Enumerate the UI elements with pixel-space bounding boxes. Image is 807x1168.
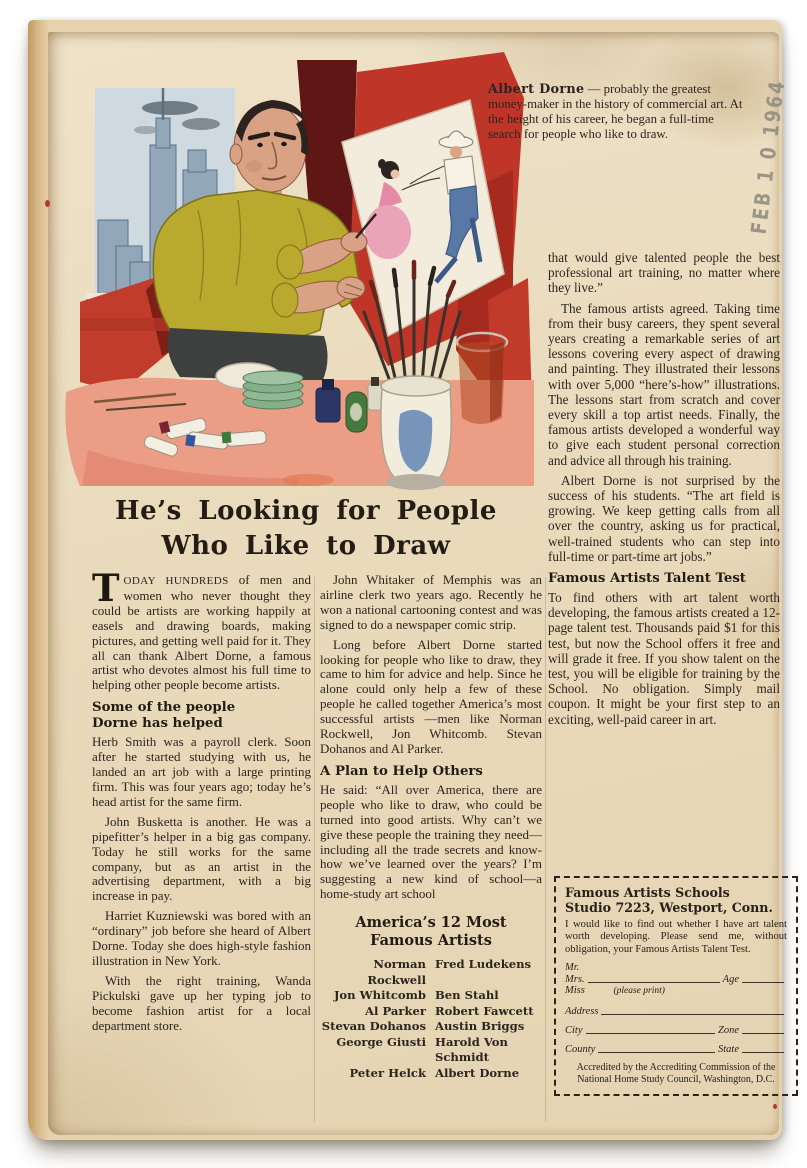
artist-row <box>320 1066 542 1082</box>
artist-row <box>320 988 542 1004</box>
field-label-mrs: Mrs. <box>565 973 585 985</box>
county-state-row <box>565 1044 787 1055</box>
heading-line: Some of the people <box>92 700 236 716</box>
artist-name: Stevan Dohanos <box>321 1019 426 1034</box>
address-row <box>565 1006 787 1017</box>
red-ink-speck <box>773 1104 777 1109</box>
paragraph: Herb Smith was a payroll clerk. Soon after he started studying with us, he landed an art job with a large printing firm. This was four years ago; today he’s head artist for the same firm. <box>92 734 311 809</box>
body-column-1 <box>92 566 312 1033</box>
illustration-drawing <box>58 50 536 490</box>
coupon-name-fields <box>565 962 787 998</box>
paragraph: Albert Dorne is not surprised by the success of his students. “The art field is growing. We keep getting calls from all over the country, asking us for practical, well-trained students who can step into full-time or part-time art jobs.” <box>548 472 780 564</box>
drop-cap: T <box>92 566 120 610</box>
zone-write-line <box>742 1032 784 1034</box>
artist-row <box>320 1035 542 1066</box>
name-write-line <box>588 981 720 983</box>
heading-line: Famous Artists <box>370 932 492 950</box>
famous-artists-heading <box>320 914 542 950</box>
date-received-stamp: FEB 1 0 1964 <box>746 77 790 236</box>
paragraph: Long before Albert Dorne started looking for people who like to draw, they came to him for advice and help. Since he alone could only help a few of these people he called together America’s most successful artists —men like Norman Rockwell, Jon Whitcomb. Stevan Dohanos and Al Parker. <box>320 636 542 756</box>
artist-name: Robert Fawcett <box>435 1003 534 1018</box>
artist-row <box>320 957 542 988</box>
paragraph: With the right training, Wanda Pickulski gave up her typing job to become fashion artist for a local department store. <box>92 972 311 1033</box>
artist-row <box>320 1019 542 1035</box>
paragraph-text: of men and women who never thought they could be artists are working happily at easels and drawing boards, making pictures, and getting well paid for it. They all can thank Albert Dorne, a famous artist who devotes almost his full time to helping other people become artists. <box>92 572 312 693</box>
caption-lead: Albert Dorne <box>488 82 585 97</box>
red-ink-speck <box>45 200 50 207</box>
city-write-line <box>586 1032 716 1034</box>
heading-line: America’s 12 Most <box>355 914 507 932</box>
field-label-state: State <box>718 1043 739 1055</box>
artist-name: Al Parker <box>365 1003 426 1018</box>
artist-name: Norman Rockwell <box>367 957 426 987</box>
lead-smallcaps: ODAY HUNDREDS <box>123 575 229 587</box>
famous-artists-block <box>320 914 542 1081</box>
age-write-line <box>742 981 784 983</box>
county-write-line <box>598 1051 715 1053</box>
section-heading <box>92 700 311 732</box>
city-zone-row <box>565 1025 787 1036</box>
paragraph: that would give talented people the best professional art training, no matter where they live.” <box>548 250 780 296</box>
coupon-school-address: Studio 7223, Westport, Conn. <box>565 899 773 915</box>
body-column-3 <box>548 250 780 727</box>
famous-artists-list <box>320 957 542 1081</box>
field-label-county: County <box>565 1043 596 1055</box>
accreditation-note: Accredited by the Accrediting Commission of the National Home Study Council, Washington, D.C. <box>576 1061 776 1085</box>
field-label-zone: Zone <box>718 1024 739 1036</box>
paragraph: He said: “All over America, there are people who like to draw, who could be turned into good artists. Why can’t we give these people the training they need—including all the trade secrets and know-how we’ve learned over the years? I’m suggesting a new kind of school—a home-study art school <box>320 781 542 902</box>
miss-row <box>565 985 787 998</box>
photo-caption <box>488 82 744 142</box>
state-write-line <box>742 1051 784 1053</box>
ad-headline <box>88 494 524 564</box>
paragraph: The famous artists agreed. Taking time from their busy careers, they spent several years creating a remarkable series of art lessons covering every aspect of drawing and painting. They illustrated their lessons with over 5,000 “here’s-how” illustrations. The lessons start from scratch and cover every skill a top artist needs. Finally, the famous artists developed a wonderful way to give each student personal correction and advice all through his training. <box>548 300 780 468</box>
please-print-note: (please print) <box>613 986 665 997</box>
column-rule <box>545 577 546 1122</box>
coupon-school-name: Famous Artists Schools <box>565 885 730 900</box>
coupon-title <box>565 886 787 915</box>
albert-dorne-illustration <box>58 50 536 490</box>
field-label-address: Address <box>565 1005 599 1017</box>
paragraph: John Whitaker of Memphis was an airline clerk two years ago. Recently he won a national cartooning contest and was signed to do a newspaper comic strip. <box>320 572 542 632</box>
artist-name: Albert Dorne <box>435 1065 520 1080</box>
address-write-line <box>601 1013 784 1015</box>
artist-name: Ben Stahl <box>435 988 499 1003</box>
headline-line2: Who Like to Draw <box>161 531 451 561</box>
cover-paper <box>48 32 790 1135</box>
name-line-row <box>565 974 787 986</box>
paragraph: To find others with art talent worth developing, the famous artists created a 12-page talent test. Thousands paid $1 for this test, but now the School offers it free and will grade it free. If you show talent on the test, you will be eligible for training by the School. No obligation. Simply mail coupon. It might be your first step to an exciting, well-paid career in art. <box>548 590 780 727</box>
artist-name: Peter Helck <box>349 1065 426 1080</box>
field-label-mr: Mr. <box>565 962 580 974</box>
caption-text: — probably the greatest money-maker in the history of commercial art. At the height of his career, he began a full-time search for people who like to draw. <box>488 82 743 141</box>
field-label-miss: Miss <box>565 985 585 997</box>
field-label-city: City <box>565 1024 583 1036</box>
paragraph: John Busketta is another. He was a pipefitter’s helper in a big gas company. Today he still works for the same company, but as an artist in the advertising department, with a big increase in pay. <box>92 813 311 904</box>
column-rule <box>314 577 315 1122</box>
artist-name: George Giusti <box>336 1034 426 1049</box>
mail-in-coupon <box>554 876 798 1096</box>
body-column-2 <box>320 573 542 1081</box>
paragraph <box>92 566 312 693</box>
paragraph: Harriet Kuzniewski was bored with an “ordinary” job before she heard of Albert Dorne. Today she does high-style fashion illustration in New York. <box>92 908 311 968</box>
field-label-age: Age <box>722 973 739 985</box>
artist-name: Austin Briggs <box>435 1019 525 1034</box>
artist-name: Harold Von Schmidt <box>435 1034 508 1065</box>
headline-line1: He’s Looking for People <box>115 496 497 526</box>
section-heading: Famous Artists Talent Test <box>548 571 746 587</box>
comic-book-back-cover <box>28 20 790 1140</box>
artist-name: Fred Ludekens <box>435 957 532 972</box>
section-heading: A Plan to Help Others <box>320 763 483 779</box>
heading-line: Dorne has helped <box>92 716 223 732</box>
coupon-body-text: I would like to find out whether I have art talent worth developing. Please send me, without obligation, your Famous Artists Talent Test. <box>565 919 787 955</box>
artist-name: Jon Whitcomb <box>333 988 426 1003</box>
artist-row <box>320 1004 542 1020</box>
